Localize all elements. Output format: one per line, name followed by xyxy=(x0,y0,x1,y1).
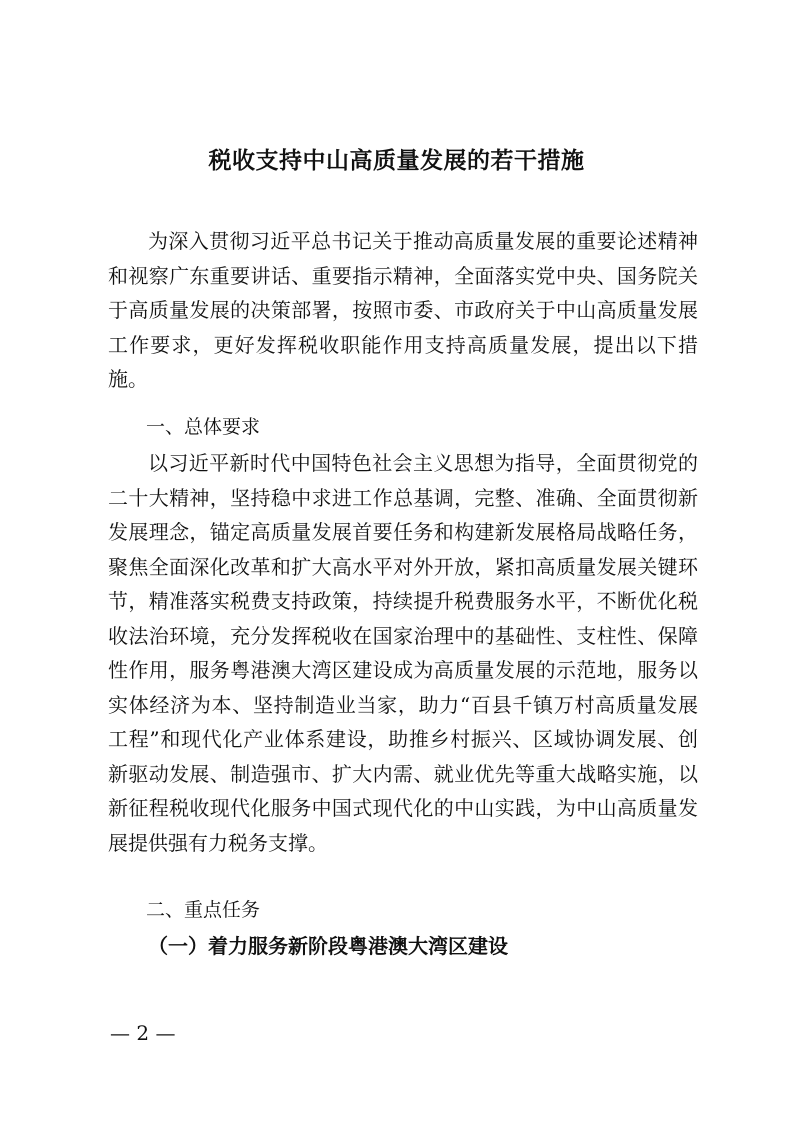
subsection1-heading: （一）着力服务新阶段粤港澳大湾区建设 xyxy=(148,934,508,958)
section2-heading: 二、重点任务 xyxy=(146,899,261,921)
intro-paragraph: 为深入贯彻习近平总书记关于推动高质量发展的重要论述精神和视察广东重要讲话、重要指示精神，全面落实党中央、国务院关于高质量发展的决策部署，按照市委、市政府关于中山高质量发展工作要求，更好发挥税收职能作用支持高质量发展，提出以下措施。 xyxy=(108,229,698,391)
document-title: 税收支持中山高质量发展的若干措施 xyxy=(208,147,585,174)
section1-heading-block xyxy=(108,410,698,445)
page-number: — 2 — xyxy=(110,1021,176,1045)
section2-heading-block xyxy=(108,893,698,928)
section1-heading: 一、总体要求 xyxy=(146,416,261,438)
subsection1-heading-block xyxy=(108,929,698,964)
section1-paragraph: 以习近平新时代中国特色社会主义思想为指导，全面贯彻党的二十大精神，坚持稳中求进工作总基调，完整、准确、全面贯彻新发展理念，锚定高质量发展首要任务和构建新发展格局战略任务，聚焦全面深化改革和扩大高水平对外开放，紧扣高质量发展关键环节，精准落实税费支持政策，持续提升税费服务水平，不断优化税收法治环境，充分发挥税收在国家治理中的基础性、支柱性、保障性作用，服务粤港澳大湾区建设成为高质量发展的示范地，服务以实体经济为本、坚持制造业当家，助力“百县千镇万村高质量发展工程”和现代化产业体系建设，助推乡村振兴、区域协调发展、创新驱动发展、制造强市、扩大内需、就业优先等重大战略实施，以新征程税收现代化服务中国式现代化的中山实践，为中山高质量发展提供强有力税务支撑。 xyxy=(108,451,698,855)
section1-body-block xyxy=(108,446,698,860)
intro-paragraph-block xyxy=(108,224,698,397)
